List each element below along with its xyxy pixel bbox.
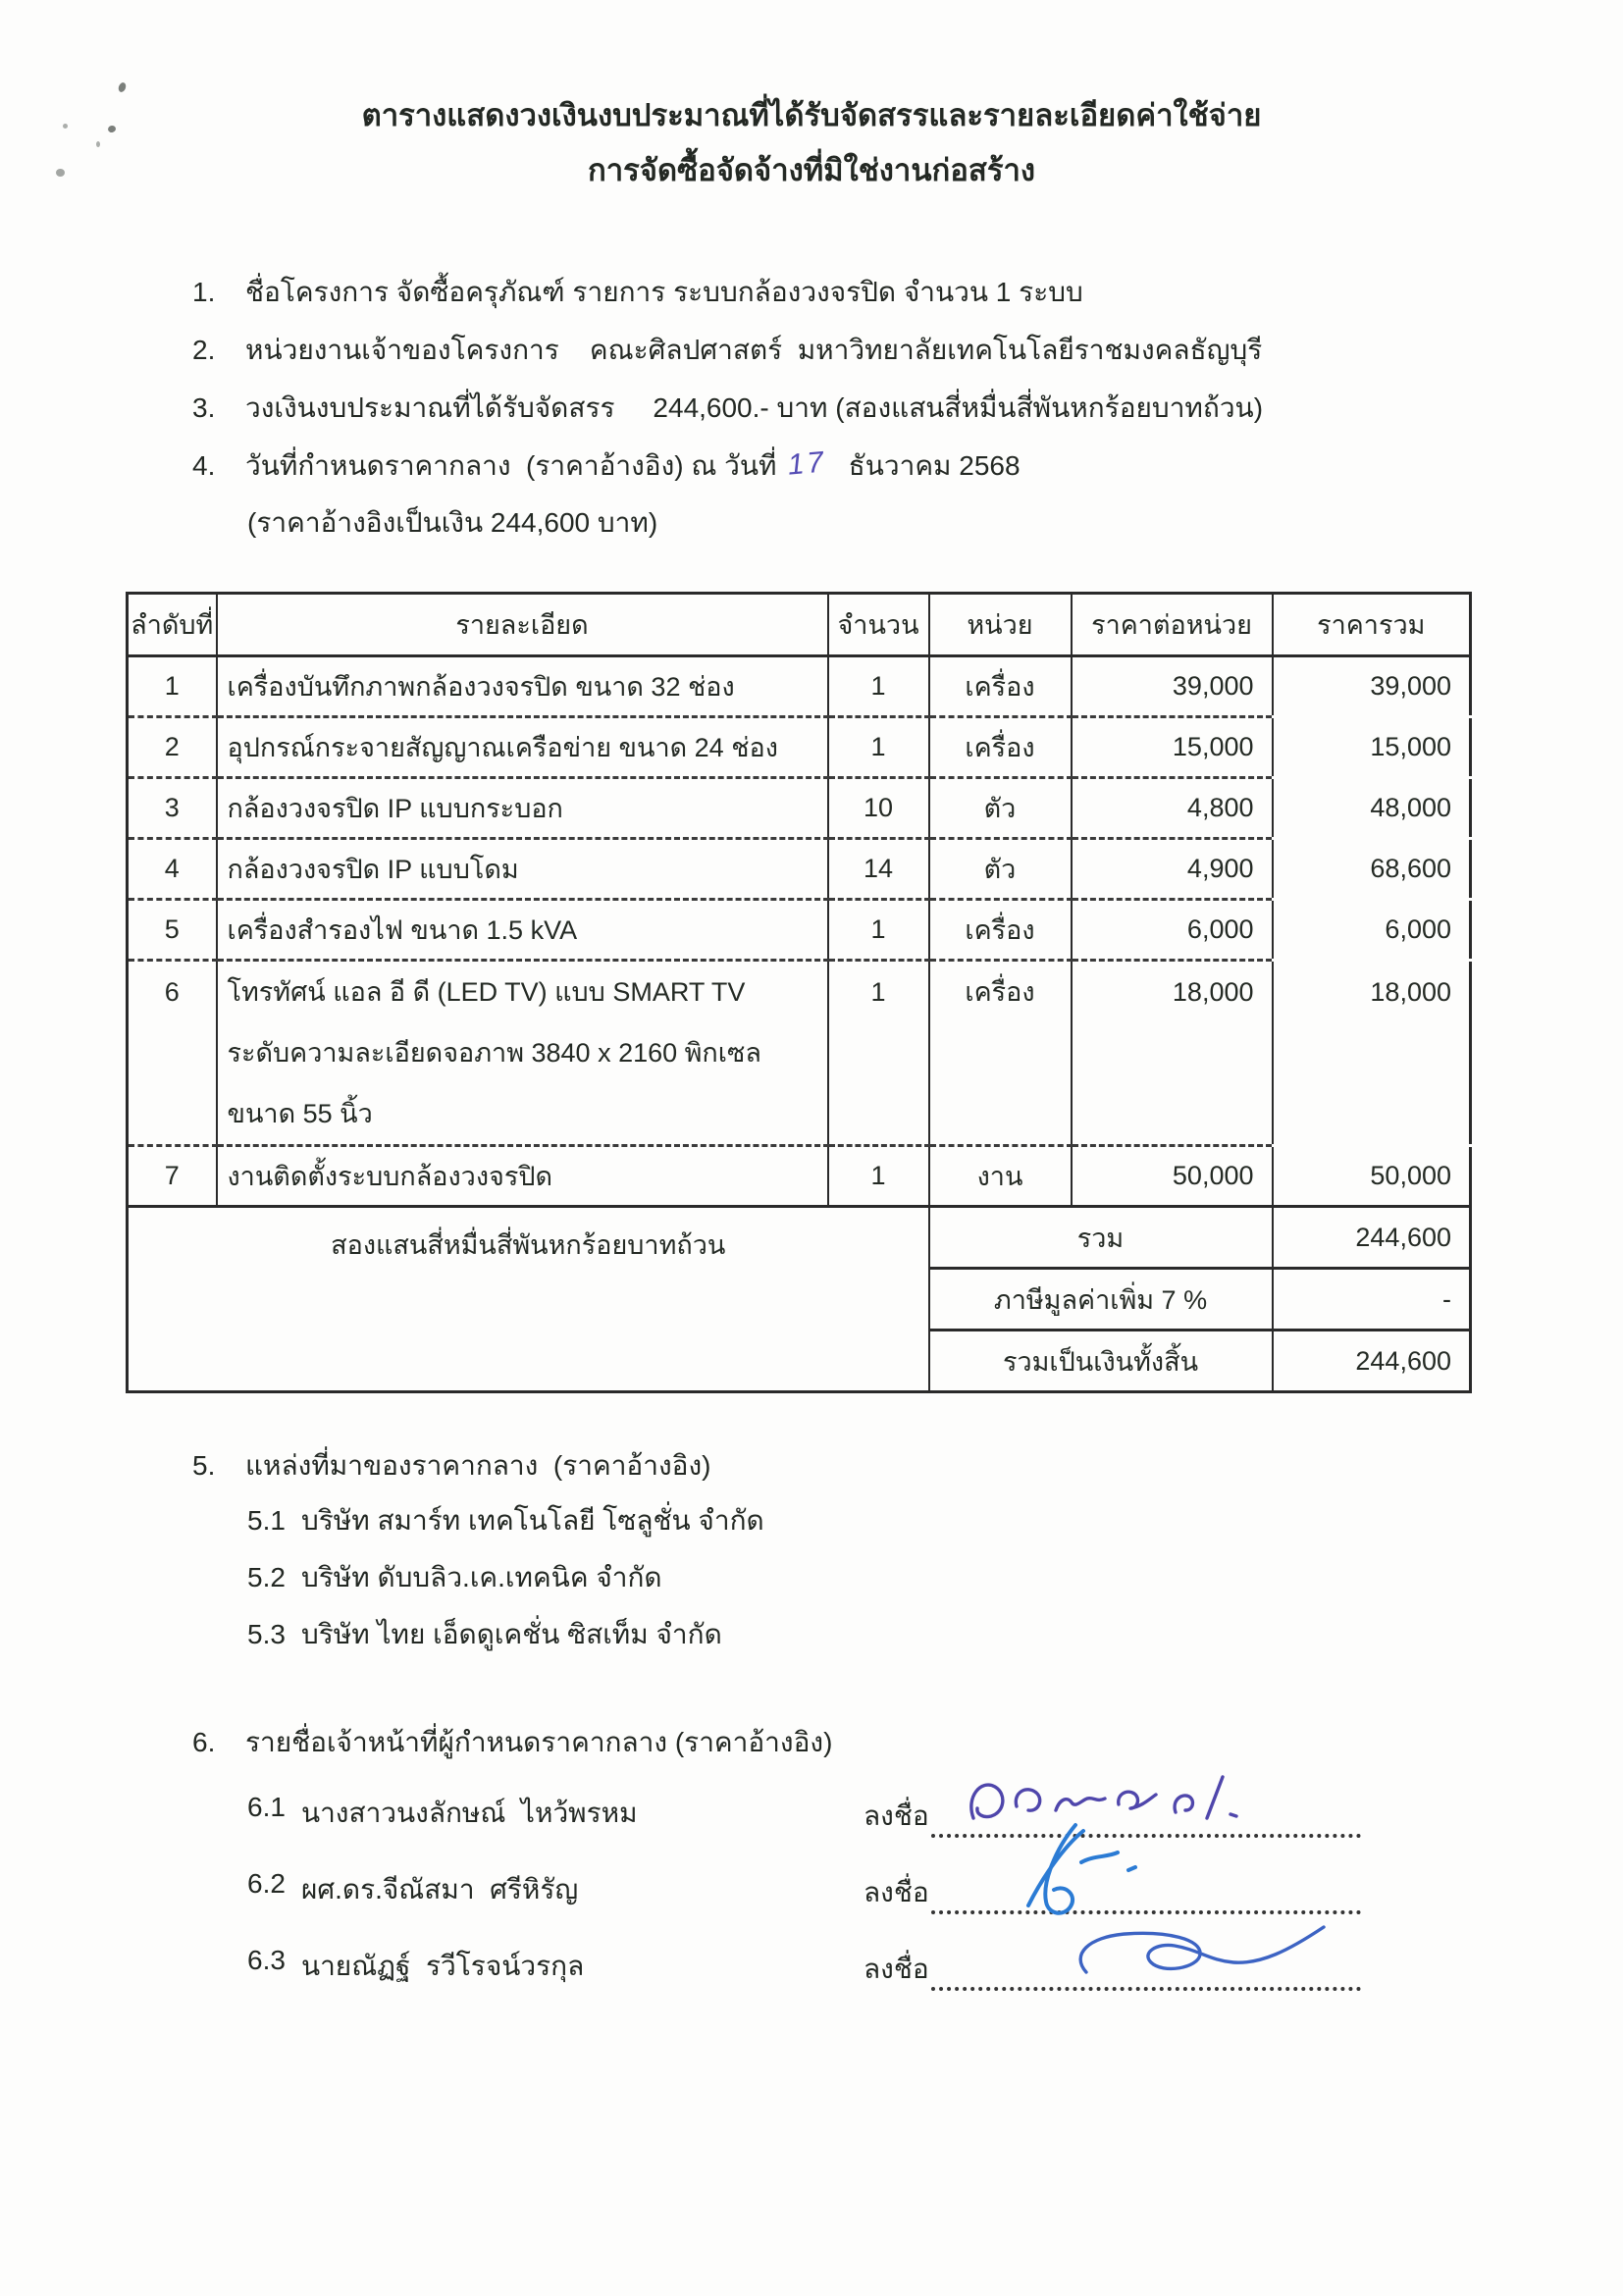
header-total-price: ราคารวม [1273, 594, 1471, 656]
title-line-1: ตารางแสดงวงเงินงบประมาณที่ได้รับจัดสรรและรายละเอียดค่าใช้จ่าย [361, 98, 1262, 132]
cell-unit: เครื่อง [929, 717, 1072, 778]
sub-item-number: 5.3 [247, 1619, 286, 1649]
project-name-text: ชื่อโครงการ จัดซื้อครุภัณฑ์ รายการ ระบบกล้องวงจรปิด จำนวน 1 ระบบ [245, 276, 1083, 307]
header-description: รายละเอียด [217, 594, 828, 656]
section-officials [192, 1715, 1497, 2005]
sub-item-number: 6.2 [247, 1868, 286, 1899]
intro-item-2 [192, 321, 1497, 379]
section-number: 5. [192, 1449, 216, 1481]
summary-row-total [128, 1207, 1471, 1269]
table-row [128, 900, 1471, 961]
signature-dotted-line [931, 1891, 1361, 1914]
section5-heading-text: แหล่งที่มาของราคากลาง (ราคาอ้างอิง) [245, 1449, 711, 1481]
cell-unit: เครื่อง [929, 900, 1072, 961]
cell-seq: 4 [128, 839, 217, 900]
company-name: บริษัท สมาร์ท เทคโนโลยี โซลูชั่น จำกัด [300, 1505, 764, 1536]
cell-total: 39,000 [1273, 656, 1471, 717]
official-signature-rows [192, 1775, 1497, 2005]
signature-dotted-line [931, 1967, 1361, 1991]
official-row-3 [192, 1928, 1497, 2005]
reference-price-text: (ราคาอ้างอิงเป็นเงิน 244,600 บาท) [247, 506, 658, 538]
table-row [128, 778, 1471, 839]
table-row [128, 961, 1471, 1146]
cell-description: เครื่องสำรองไฟ ขนาด 1.5 kVA [217, 900, 828, 961]
header-seq: ลำดับที่ [128, 594, 217, 656]
title-line-2: การจัดซื้อจัดจ้างที่มิใช่งานก่อสร้าง [587, 153, 1036, 187]
cell-unit: เครื่อง [929, 656, 1072, 717]
cell-unit-price: 39,000 [1072, 656, 1273, 717]
cell-total: 68,600 [1273, 839, 1471, 900]
summary-value-total: 244,600 [1273, 1207, 1471, 1269]
cell-seq: 1 [128, 656, 217, 717]
table-header-row [128, 594, 1471, 656]
cell-unit-price: 15,000 [1072, 717, 1273, 778]
cell-quantity: 14 [828, 839, 929, 900]
budget-table [126, 592, 1472, 1393]
cell-description: กล้องวงจรปิด IP แบบโดม [217, 839, 828, 900]
cell-seq: 7 [128, 1146, 217, 1207]
signature-field-3 [864, 1948, 1361, 1991]
table-row [128, 839, 1471, 900]
cell-description: งานติดตั้งระบบกล้องวงจรปิด [217, 1146, 828, 1207]
cell-unit-price: 50,000 [1072, 1146, 1273, 1207]
cell-unit-price: 18,000 [1072, 961, 1273, 1146]
amount-in-words: สองแสนสี่หมื่นสี่พันหกร้อยบาทถ้วน [128, 1207, 929, 1392]
intro-item-4-continuation [192, 495, 1497, 550]
cell-description: เครื่องบันทึกภาพกล้องวงจรปิด ขนาด 32 ช่อง [217, 656, 828, 717]
section-price-sources [192, 1438, 1497, 1663]
cell-unit-price: 6,000 [1072, 900, 1273, 961]
price-date-month-year: ธันวาคม 2568 [840, 449, 1021, 481]
cell-quantity: 1 [828, 900, 929, 961]
official-name-3 [247, 1945, 584, 1988]
item-number: 2. [192, 334, 216, 365]
agency-text: หน่วยงานเจ้าของโครงการ คณะศิลปศาสตร์ มหาวิทยาลัยเทคโนโลยีราชมงคลธัญบุรี [245, 334, 1263, 365]
cell-description: อุปกรณ์กระจายสัญญาณเครือข่าย ขนาด 24 ช่อง [217, 717, 828, 778]
section6-heading [192, 1715, 1497, 1769]
sign-label: ลงชื่อ [864, 1800, 929, 1831]
section5-heading [192, 1438, 1497, 1492]
sub-item-number: 5.2 [247, 1562, 286, 1592]
summary-label-vat: ภาษีมูลค่าเพิ่ม 7 % [929, 1269, 1273, 1331]
official-name-2 [247, 1868, 578, 1911]
summary-value-vat: - [1273, 1269, 1471, 1331]
document-title [0, 88, 1623, 198]
cell-seq: 5 [128, 900, 217, 961]
official-name-1 [247, 1792, 638, 1835]
handwritten-day: 17 [786, 444, 829, 482]
person-name: นางสาวนงลักษณ์ ไหว้พรหม [300, 1798, 638, 1828]
cell-unit-price: 4,800 [1072, 778, 1273, 839]
intro-item-4 [192, 437, 1497, 495]
summary-label-total: รวม [929, 1207, 1273, 1269]
sign-label: ลงชื่อ [864, 1954, 929, 1984]
sign-label: ลงชื่อ [864, 1877, 929, 1907]
cell-seq: 3 [128, 778, 217, 839]
person-name: นายณัฏฐ์ รวีโรจน์วรกุล [300, 1951, 585, 1981]
table-row [128, 717, 1471, 778]
item-number: 4. [192, 449, 216, 481]
cell-quantity: 1 [828, 1146, 929, 1207]
summary-value-grand-total: 244,600 [1273, 1331, 1471, 1392]
header-quantity: จำนวน [828, 594, 929, 656]
cell-total: 18,000 [1273, 961, 1471, 1146]
table-row [128, 656, 1471, 717]
official-row-1 [192, 1775, 1497, 1852]
signature-dotted-line [931, 1814, 1361, 1838]
header-unit: หน่วย [929, 594, 1072, 656]
person-name: ผศ.ดร.จีณัสมา ศรีหิรัญ [300, 1874, 579, 1905]
cell-seq: 2 [128, 717, 217, 778]
price-source-item [192, 1606, 1497, 1663]
cell-quantity: 10 [828, 778, 929, 839]
price-source-item [192, 1549, 1497, 1606]
sub-item-number: 5.1 [247, 1505, 286, 1536]
intro-item-1 [192, 263, 1497, 321]
table-row [128, 1146, 1471, 1207]
section-number: 6. [192, 1726, 216, 1757]
summary-label-grand-total: รวมเป็นเงินทั้งสิ้น [929, 1331, 1273, 1392]
official-row-2 [192, 1852, 1497, 1928]
cell-unit: ตัว [929, 778, 1072, 839]
cell-description: กล้องวงจรปิด IP แบบกระบอก [217, 778, 828, 839]
price-source-item [192, 1492, 1497, 1549]
header-unit-price: ราคาต่อหน่วย [1072, 594, 1273, 656]
cell-quantity: 1 [828, 656, 929, 717]
description-line: ขนาด 55 นิ้ว [227, 1099, 373, 1128]
item-number: 1. [192, 276, 216, 307]
item-number: 3. [192, 391, 216, 423]
signature-field-1 [864, 1795, 1361, 1838]
cell-total: 6,000 [1273, 900, 1471, 961]
description-line: ระดับความละเอียดจอภาพ 3840 x 2160 พิกเซล [227, 1038, 761, 1068]
intro-item-3 [192, 379, 1497, 437]
signature-field-2 [864, 1871, 1361, 1914]
budget-amount-text: วงเงินงบประมาณที่ได้รับจัดสรร 244,600.- บาท (สองแสนสี่หมื่นสี่พันหกร้อยบาทถ้วน) [245, 391, 1264, 423]
company-name: บริษัท ไทย เอ็ดดูเคชั่น ซิสเท็ม จำกัด [300, 1619, 722, 1649]
cell-unit: งาน [929, 1146, 1072, 1207]
cell-total: 50,000 [1273, 1146, 1471, 1207]
cell-unit: เครื่อง [929, 961, 1072, 1146]
sub-item-number: 6.3 [247, 1945, 286, 1975]
intro-list [192, 263, 1497, 550]
price-date-text: วันที่กำหนดราคากลาง (ราคาอ้างอิง) ณ วันที่ [245, 449, 777, 481]
cell-total: 15,000 [1273, 717, 1471, 778]
sub-item-number: 6.1 [247, 1792, 286, 1822]
cell-unit: ตัว [929, 839, 1072, 900]
cell-total: 48,000 [1273, 778, 1471, 839]
cell-seq: 6 [128, 961, 217, 1146]
cell-description [217, 961, 828, 1146]
cell-quantity: 1 [828, 961, 929, 1146]
description-line: โทรทัศน์ แอล อี ดี (LED TV) แบบ SMART TV [227, 977, 746, 1007]
company-name: บริษัท ดับบลิว.เค.เทคนิค จำกัด [300, 1562, 662, 1592]
cell-quantity: 1 [828, 717, 929, 778]
cell-unit-price: 4,900 [1072, 839, 1273, 900]
section6-heading-text: รายชื่อเจ้าหน้าที่ผู้กำหนดราคากลาง (ราคาอ้างอิง) [245, 1726, 833, 1757]
